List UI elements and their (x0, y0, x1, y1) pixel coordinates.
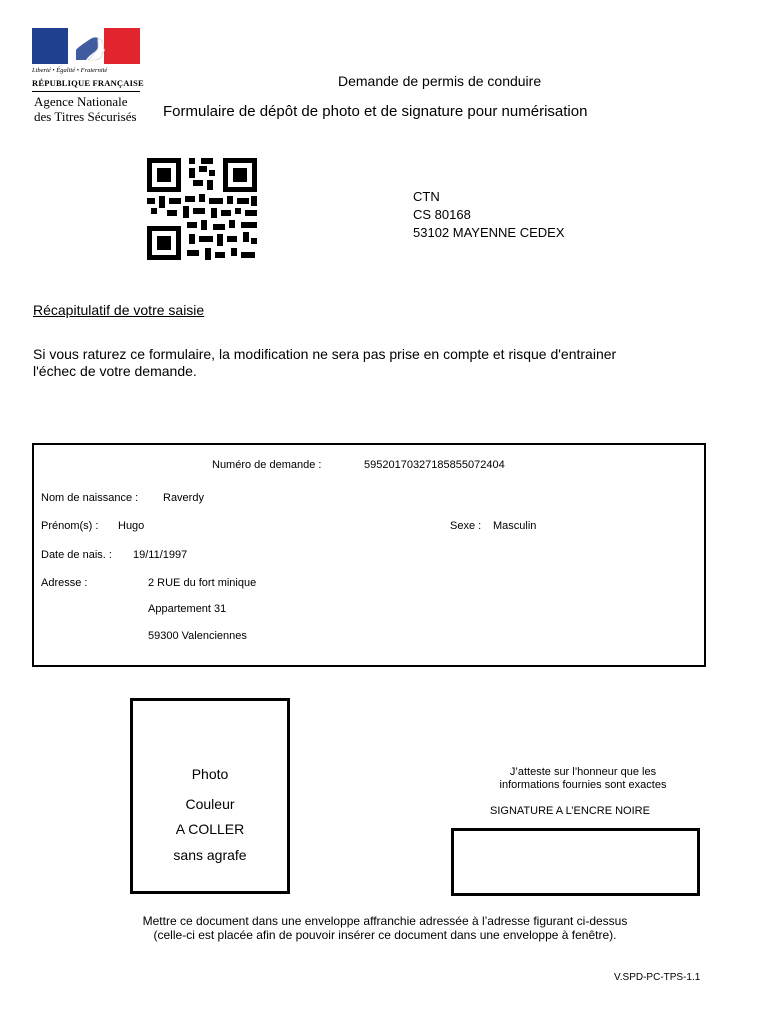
photo-text: Photo (191, 766, 229, 782)
republic-motto: Liberté • Égalité • Fraternité (32, 67, 108, 74)
sex-label: Sexe : (450, 520, 482, 532)
footer-line: (celle-ci est placée afin de pouvoir insérer ce document dans une enveloppe à fenêtre). (153, 928, 617, 942)
marianne-flag-icon (32, 28, 140, 64)
recap-heading: Récapitulatif de votre saisie (33, 302, 205, 318)
footer-instructions (120, 914, 650, 942)
birth-name-value: Raverdy (163, 492, 204, 504)
photo-text: A COLLER (175, 821, 245, 837)
address-line2-value: Appartement 31 (148, 603, 227, 615)
footer-line: Mettre ce document dans une enveloppe affranchie adressée à l’adresse figurant ci-dessus (142, 914, 628, 928)
attestation-line: informations fournies sont exactes (499, 779, 667, 791)
address-label: Adresse : (41, 577, 88, 589)
warning-text: Si vous raturez ce formulaire, la modification ne sera pas prise en compte et risque d'entrainer l'échec de votre demande. (33, 346, 617, 379)
photo-text: sans agrafe (173, 847, 247, 863)
address-line: CS 80168 (413, 207, 471, 222)
dob-label: Date de nais. : (41, 549, 112, 561)
attestation-text (468, 766, 698, 792)
document-subtitle: Formulaire de dépôt de photo et de signature pour numérisation (163, 103, 588, 120)
address-line3-value: 59300 Valenciennes (148, 630, 247, 642)
request-number-label: Numéro de demande : (212, 459, 322, 471)
document-title: Demande de permis de conduire (338, 73, 542, 89)
sex-value: Masculin (493, 520, 537, 532)
address-line: CTN (413, 189, 440, 204)
document-version: V.SPD-PC-TPS-1.1 (614, 972, 701, 983)
dob-value: 19/11/1997 (133, 549, 188, 561)
signature-label: SIGNATURE A L’ENCRE NOIRE (490, 805, 650, 817)
first-name-value: Hugo (118, 520, 145, 532)
ants-logo (32, 28, 144, 124)
logo-divider (32, 91, 140, 92)
birth-name-label: Nom de naissance : (41, 492, 139, 504)
summary-box (32, 443, 706, 667)
address-line: 53102 MAYENNE CEDEX (413, 225, 565, 240)
photo-text: Couleur (185, 796, 235, 812)
agency-name-line2: des Titres Sécurisés (34, 109, 137, 124)
attestation-line: J’atteste sur l’honneur que les (509, 766, 657, 778)
recipient-address (413, 188, 565, 242)
marianne-profile-icon (76, 32, 116, 62)
signature-box[interactable] (451, 828, 700, 896)
first-name-label: Prénom(s) : (41, 520, 99, 532)
agency-name-line1: Agence Nationale (34, 94, 128, 109)
address-line1-value: 2 RUE du fort minique (148, 577, 257, 589)
republic-name: RÉPUBLIQUE FRANÇAISE (32, 78, 144, 88)
request-number-value: 59520170327185855072404 (364, 459, 505, 471)
photo-placeholder-box (130, 698, 290, 894)
qr-code-icon (147, 158, 259, 260)
